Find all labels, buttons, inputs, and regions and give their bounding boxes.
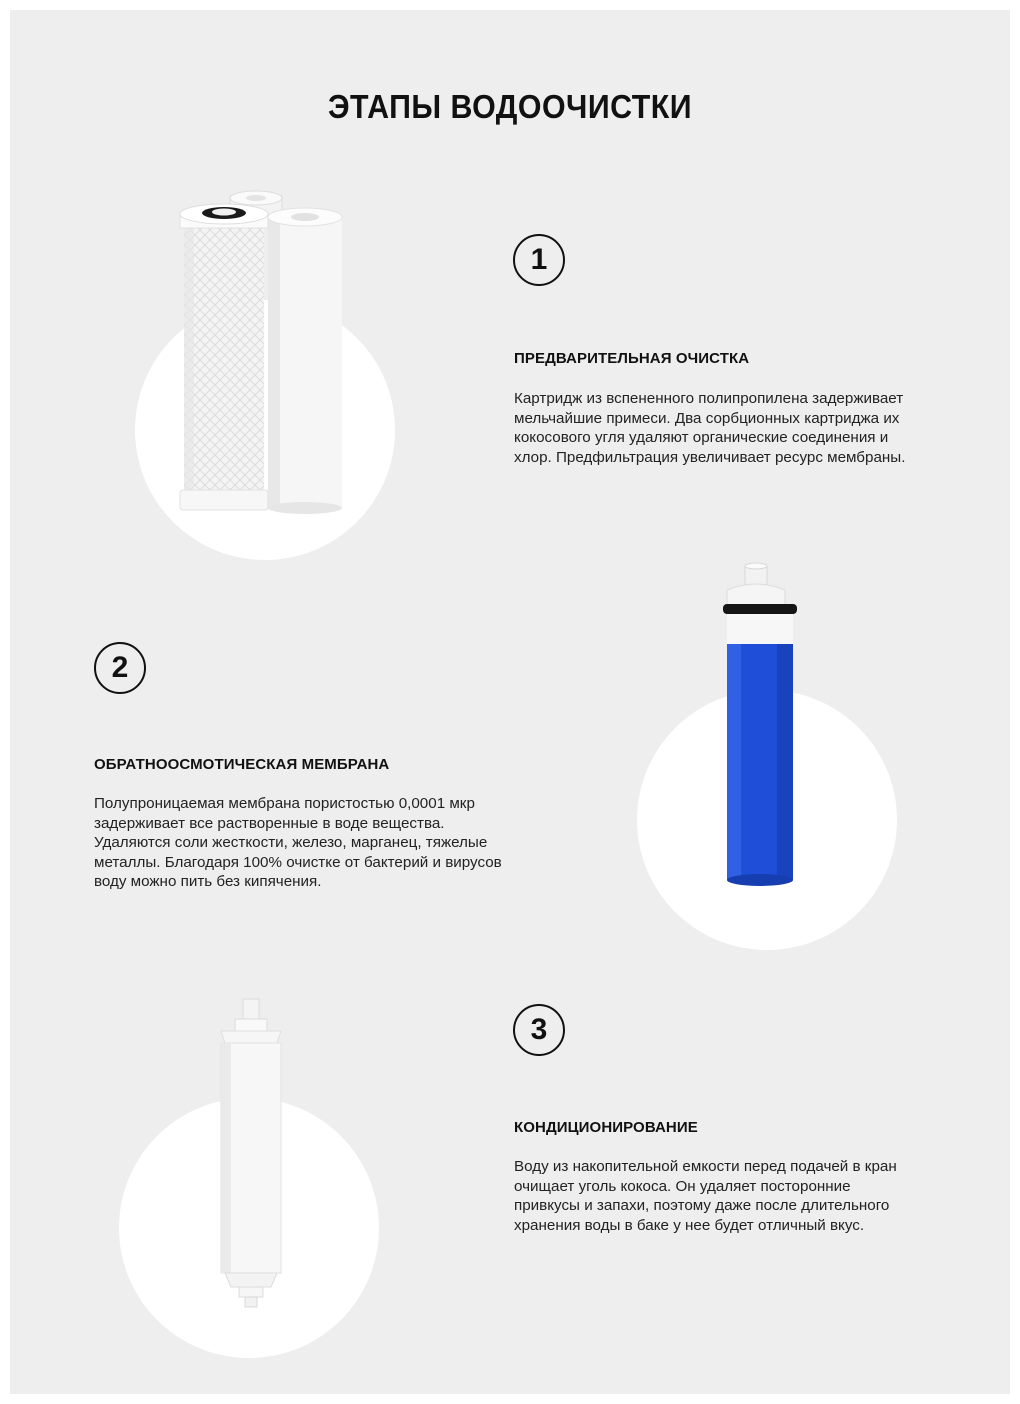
ro-membrane-image	[715, 560, 805, 890]
stage-2-number-badge: 2	[94, 642, 146, 694]
prefilter-cartridges-image	[170, 190, 360, 520]
stage-3-description: Воду из накопительной емкости перед подачей в кран очищает уголь кокоса. Он удаляет посторонние привкусы и запахи, поэтому даже после длительного хранения воды в баке у нее будет отличный вкус.	[514, 1158, 897, 1234]
page-title: ЭТАПЫ ВОДООЧИСТКИ	[327, 88, 693, 125]
stage-2-title: ОБРАТНООСМОТИЧЕСКАЯ МЕМБРАНА	[94, 756, 390, 773]
stage-3-title: КОНДИЦИОНИРОВАНИЕ	[514, 1119, 698, 1136]
stage-1-description: Картридж из вспененного полипропилена задерживает мельчайшие примеси. Два сорбционных картриджа их кокосового угля удаляют органические соединения и хлор. Предфильтрация увеличивает ресурс мембраны.	[514, 390, 906, 466]
stage-3-number-badge: 3	[513, 1004, 565, 1056]
stage-2-description: Полупроницаемая мембрана пористостью 0,0001 мкр задерживает все растворенные в воде вещества. Удаляются соли жесткости, железо, марганец, тяжелые металлы. Благодаря 100% очистке от бактерий и вирусов воду можно пить без кипячения.	[94, 795, 502, 891]
post-carbon-filter-image	[205, 995, 295, 1315]
stage-1-title: ПРЕДВАРИТЕЛЬНАЯ ОЧИСТКА	[514, 350, 750, 367]
stage-1-number-badge: 1	[513, 234, 565, 286]
